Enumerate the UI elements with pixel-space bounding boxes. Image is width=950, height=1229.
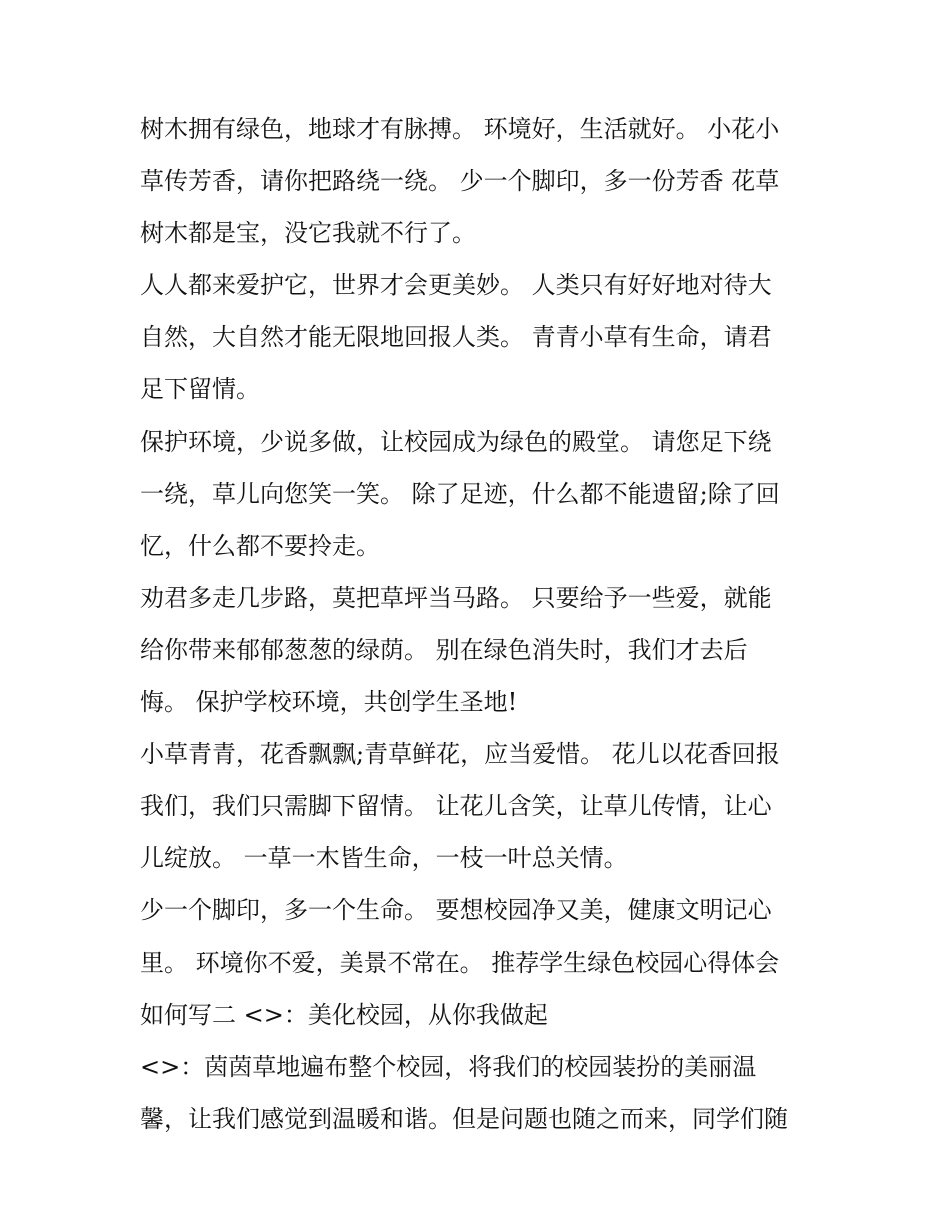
text-line: 人人都来爱护它，世界才会更美妙。 人类只有好好地对待大 [140,271,772,300]
text-line: 自然，大自然才能无限地回报人类。 青青小草有生命，请君 [140,323,772,352]
body-text [140,103,830,1145]
text-line: 里。 环境你不爱，美景不常在。 推荐学生绿色校园心得体会 [140,948,780,977]
text-line: <>：茵茵草地遍布整个校园，将我们的校园装扮的美丽温 [140,1052,757,1081]
text-line: 如何写二 <>：美化校园，从你我做起 [140,1000,548,1029]
text-line: 草传芳香，请你把路绕一绕。 少一个脚印，多一份芳香 花草 [140,167,780,196]
text-line: 保护环境，少说多做，让校园成为绿色的殿堂。 请您足下绕 [140,427,772,456]
text-line: 树木都是宝，没它我就不行了。 [140,219,476,248]
text-line: 我们，我们只需脚下留情。 让花儿含笑，让草儿传情，让心 [140,792,772,821]
text-line: 儿绽放。 一草一木皆生命，一枝一叶总关情。 [140,844,628,873]
text-line: 忆，什么都不要拎走。 [140,531,380,560]
text-line: 一绕，草儿向您笑一笑。 除了足迹，什么都不能遗留;除了回 [140,479,780,508]
text-line: 馨，让我们感觉到温暖和谐。但是问题也随之而来，同学们随 [140,1104,788,1133]
text-line: 足下留情。 [140,375,260,404]
text-line: 劝君多走几步路，莫把草坪当马路。 只要给予一些爱，就能 [140,583,772,612]
text-line: 悔。 保护学校环境，共创学生圣地! [140,688,518,717]
text-line: 小草青青，花香飘飘;青草鲜花，应当爱惜。 花儿以花香回报 [140,740,780,769]
text-line: 给你带来郁郁葱葱的绿荫。 别在绿色消失时，我们才去后 [140,635,748,664]
text-line: 树木拥有绿色，地球才有脉搏。 环境好，生活就好。 小花小 [140,115,780,143]
text-line: 少一个脚印，多一个生命。 要想校园净又美，健康文明记心 [140,896,772,925]
